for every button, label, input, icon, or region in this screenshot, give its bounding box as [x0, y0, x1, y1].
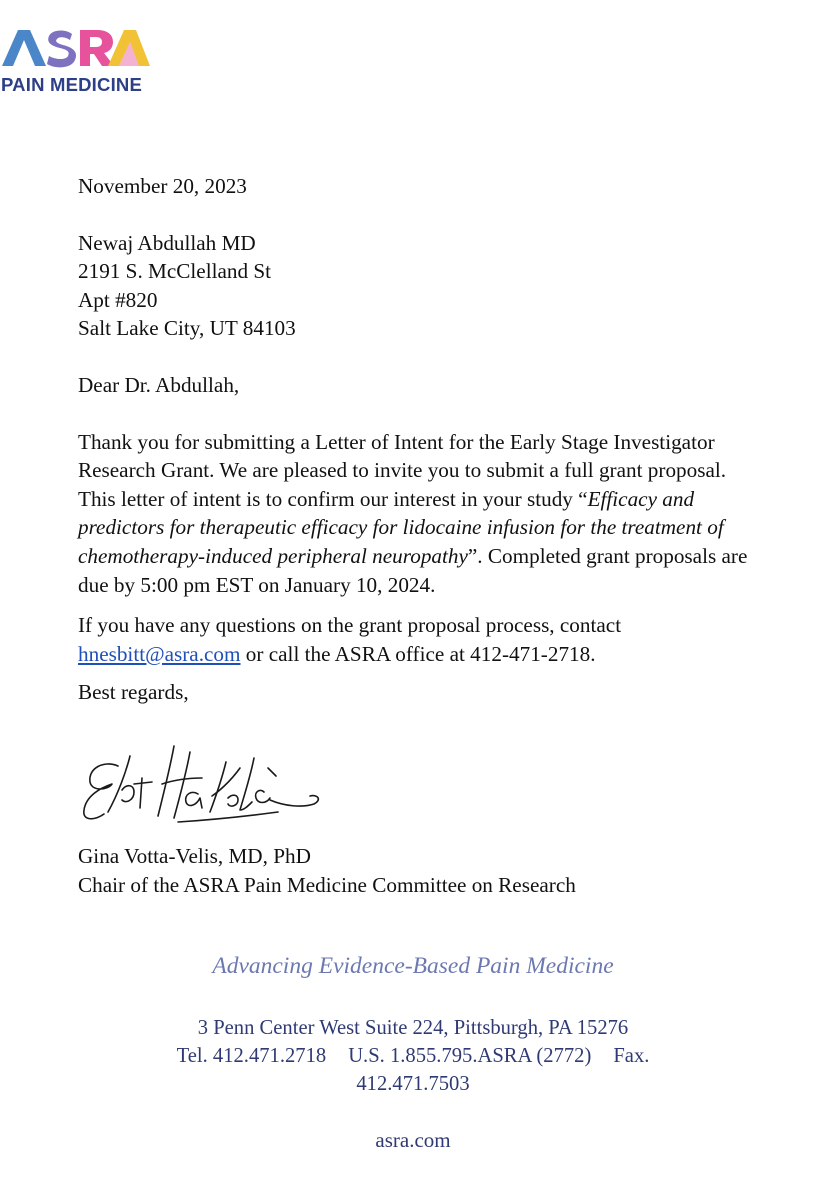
footer-fax-label: Fax.: [613, 1045, 650, 1067]
recipient-unit: Apt #820: [78, 287, 158, 312]
letter-date: November 20, 2023: [78, 174, 247, 198]
asra-logo-mark: [0, 26, 150, 72]
asra-logo: [0, 26, 160, 100]
handwritten-signature: [78, 738, 340, 838]
footer-tel: Tel. 412.471.2718: [176, 1045, 327, 1067]
footer-address-line: 3 Penn Center West Suite 224, Pittsburgh, PA 15276: [197, 1017, 629, 1039]
signer-title: Chair of the ASRA Pain Medicine Committee on Research: [78, 872, 576, 897]
recipient-city: Salt Lake City, UT 84103: [78, 316, 296, 341]
contact-paragraph: [78, 611, 758, 668]
closing: Best regards,: [78, 680, 189, 705]
recipient-name: Newaj Abdullah MD: [78, 230, 256, 255]
contact-suffix: or call the ASRA office at 412-471-2718.: [240, 641, 596, 666]
body-deadline: ”. Completed grant proposals are due by 5:00 pm EST on January 10, 2024.: [78, 543, 748, 597]
recipient-street: 2191 S. McClelland St: [78, 259, 272, 284]
signer-name: Gina Votta-Velis, MD, PhD: [78, 844, 311, 868]
contact-email-link[interactable]: hnesbitt@asra.com: [78, 641, 241, 666]
recipient-address: [78, 229, 758, 343]
footer-contact-block: [110, 1014, 716, 1098]
footer-us-phone: U.S. 1.855.795.ASRA (2772): [348, 1045, 592, 1067]
letter-body: [78, 172, 758, 707]
contact-prefix: If you have any questions on the grant proposal process, contact: [78, 613, 622, 638]
footer-tagline: Advancing Evidence-Based Pain Medicine: [212, 953, 614, 979]
footer-fax-number: 412.471.7503: [356, 1073, 470, 1095]
footer-website[interactable]: asra.com: [375, 1128, 451, 1152]
body-paragraph: [78, 428, 758, 600]
logo-subtitle: PAIN MEDICINE: [1, 74, 143, 95]
footer-phone-line: [110, 1042, 716, 1070]
salutation: Dear Dr. Abdullah,: [78, 372, 240, 397]
study-title: Efficacy and predictors for therapeutic efficacy for lidocaine infusion for the treatment of chemotherapy-induced peripheral neuropathy: [78, 486, 724, 568]
body-intro: Thank you for submitting a Letter of Intent for the Early Stage Investigator Research Grant. We are pleased to invite you to submit a full grant proposal. This letter of intent is to confirm our interest in your study “: [78, 429, 727, 511]
signer-block: [78, 842, 758, 899]
